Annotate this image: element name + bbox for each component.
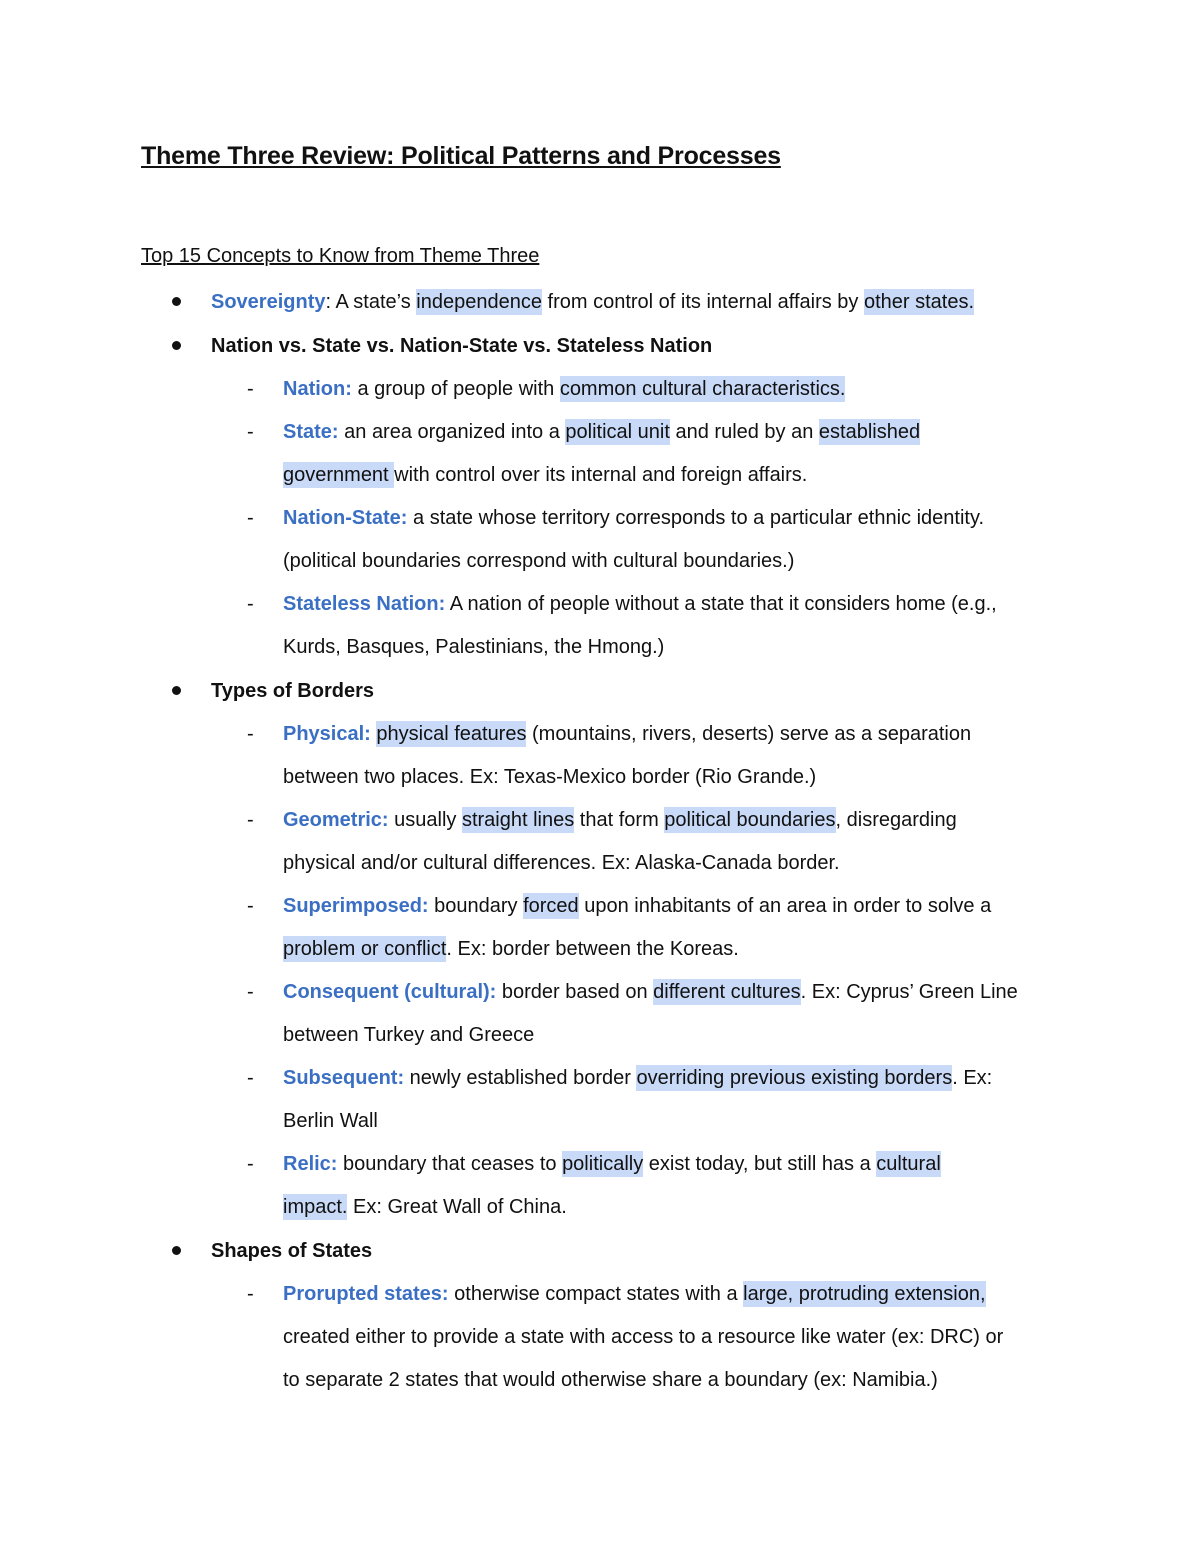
definition-text: usually: [388, 809, 462, 831]
dash-marker: -: [247, 593, 254, 615]
term-label: Prorupted states:: [283, 1283, 449, 1305]
prorupted-item: [283, 1279, 986, 1309]
definition-text: newly established border: [404, 1067, 637, 1089]
subsequent-item-continued: Berlin Wall: [283, 1110, 378, 1132]
definition-text: and ruled by an: [669, 421, 819, 443]
relic-item: [283, 1149, 941, 1179]
state-item-continued: [283, 460, 807, 490]
dash-marker: -: [247, 378, 254, 400]
dash-marker: -: [247, 809, 254, 831]
term-label: Physical:: [283, 723, 371, 745]
highlighted-text: political unit: [565, 421, 670, 443]
definition-text: a group of people with: [351, 378, 560, 400]
definition-text: upon inhabitants of an area in order to solve a: [578, 895, 992, 917]
term-label: Relic:: [283, 1153, 338, 1175]
subsequent-item: [283, 1063, 992, 1093]
geometric-item: [283, 805, 957, 835]
highlighted-text: established: [818, 421, 921, 443]
relic-item-continued: [283, 1192, 567, 1222]
definition-text: A nation of people without a state that it considers home (e.g.,: [445, 593, 997, 615]
shapes-heading: Shapes of States: [211, 1240, 373, 1262]
highlighted-text: government: [283, 464, 395, 486]
dash-marker: -: [247, 723, 254, 745]
consequent-item: [283, 977, 1018, 1007]
bullet-icon: [172, 297, 181, 306]
dash-marker: -: [247, 1067, 254, 1089]
dash-marker: -: [247, 1283, 254, 1305]
definition-text: boundary that ceases to: [337, 1153, 563, 1175]
superimposed-item: [283, 891, 991, 921]
term-label: Stateless Nation:: [283, 593, 446, 615]
definition-text: that form: [574, 809, 665, 831]
definition-text: border based on: [496, 981, 654, 1003]
definition-text: Ex: Great Wall of China.: [347, 1196, 567, 1218]
dash-marker: -: [247, 1153, 254, 1175]
highlighted-text: straight lines: [461, 809, 575, 831]
term-label: Geometric:: [283, 809, 389, 831]
dash-marker: -: [247, 895, 254, 917]
physical-item-continued: between two places. Ex: Texas-Mexico border (Rio Grande.): [283, 766, 817, 788]
definition-text: boundary: [428, 895, 524, 917]
stateless-nation-item: [283, 589, 997, 619]
definition-text: with control over its internal and foreign affairs.: [394, 464, 808, 486]
definition-text: (mountains, rivers, deserts) serve as a separation: [526, 723, 972, 745]
highlighted-text: impact.: [283, 1196, 348, 1218]
page-title: Theme Three Review: Political Patterns and Processes: [141, 142, 781, 170]
geometric-item-continued: physical and/or cultural differences. Ex: Alaska-Canada border.: [283, 852, 840, 874]
highlighted-text: cultural: [876, 1153, 941, 1175]
highlighted-text: politically: [562, 1153, 644, 1175]
term-label: Nation-State:: [283, 507, 408, 529]
prorupted-item-continued: created either to provide a state with access to a resource like water (ex: DRC) or: [283, 1326, 1004, 1348]
nation-state-item: [283, 503, 984, 533]
definition-text: . Ex:: [952, 1067, 993, 1089]
highlighted-text: political boundaries: [664, 809, 836, 831]
term-label: Consequent (cultural):: [283, 981, 497, 1003]
stateless-nation-item-continued: Kurds, Basques, Palestinians, the Hmong.): [283, 636, 665, 658]
dash-marker: -: [247, 507, 254, 529]
bullet-icon: [172, 1246, 181, 1255]
term-label: Sovereignty: [211, 291, 326, 313]
sovereignty-item: [211, 287, 974, 317]
bullet-icon: [172, 686, 181, 695]
highlighted-text: different cultures: [653, 981, 801, 1003]
definition-text: otherwise compact states with a: [448, 1283, 744, 1305]
bullet-icon: [172, 341, 181, 350]
term-label: State:: [283, 421, 339, 443]
term-label: Nation:: [283, 378, 352, 400]
state-item: [283, 417, 920, 447]
dash-marker: -: [247, 981, 254, 1003]
definition-text: a state whose territory corresponds to a particular ethnic identity.: [407, 507, 985, 529]
highlighted-text: problem or conflict: [283, 938, 447, 960]
nation-state-item-continued: (political boundaries correspond with cultural boundaries.): [283, 550, 795, 572]
highlighted-text: common cultural characteristics.: [559, 378, 846, 400]
definition-text: . Ex: Cyprus’ Green Line: [800, 981, 1018, 1003]
term-label: Superimposed:: [283, 895, 429, 917]
definition-text: from control of its internal affairs by: [541, 291, 864, 313]
dash-marker: -: [247, 421, 254, 443]
definition-text: : A state’s: [325, 291, 417, 313]
physical-item: [283, 719, 971, 749]
highlighted-text: overriding previous existing borders: [636, 1067, 953, 1089]
definition-text: . Ex: border between the Koreas.: [446, 938, 739, 960]
definition-text: , disregarding: [835, 809, 957, 831]
definition-text: exist today, but still has a: [643, 1153, 877, 1175]
section-subtitle: Top 15 Concepts to Know from Theme Three: [141, 245, 540, 267]
highlighted-text: forced: [523, 895, 579, 917]
prorupted-item-continued: to separate 2 states that would otherwise share a boundary (ex: Namibia.): [283, 1369, 938, 1391]
highlighted-text: physical features: [376, 723, 527, 745]
superimposed-item-continued: [283, 934, 739, 964]
highlighted-text: other states.: [863, 291, 975, 313]
borders-heading: Types of Borders: [211, 680, 374, 702]
nation-item: [283, 374, 845, 404]
highlighted-text: large, protruding extension,: [743, 1283, 986, 1305]
consequent-item-continued: between Turkey and Greece: [283, 1024, 535, 1046]
definition-text: an area organized into a: [338, 421, 566, 443]
highlighted-text: independence: [416, 291, 542, 313]
term-label: Subsequent:: [283, 1067, 405, 1089]
nation-heading: Nation vs. State vs. Nation-State vs. Stateless Nation: [211, 335, 713, 357]
